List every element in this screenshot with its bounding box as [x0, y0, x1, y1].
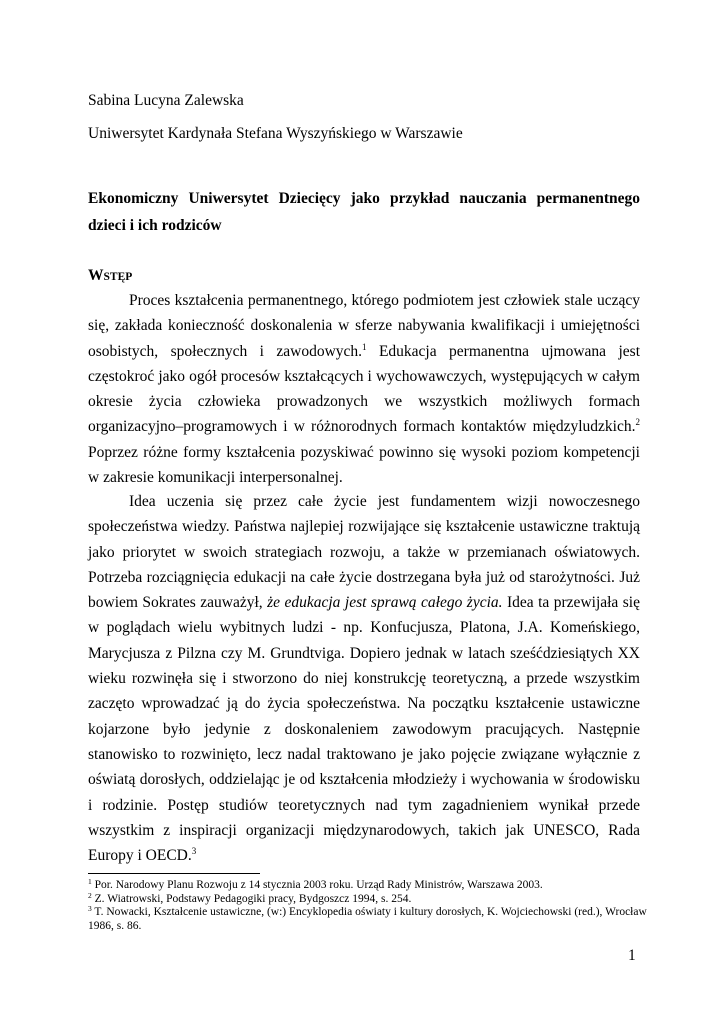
socrates-quote: że edukacja jest sprawą całego życia. [267, 594, 503, 612]
section-heading [88, 267, 132, 285]
footnote-2-text: Z. Wiatrowski, Podstawy Pedagogiki pracy, Bydgoszcz 1994, s. 254. [91, 892, 412, 905]
paper-title: Ekonomiczny Uniwersytet Dziecięcy jako przykład nauczania permanentnego dzieci i ich rodziców [88, 190, 640, 234]
footnote-1-text: Por. Narodowy Planu Rozwoju z 14 stycznia 2003 roku. Urząd Rady Ministrów, Warszawa 2003. [91, 879, 543, 891]
footnote-ref-2: 2 [635, 417, 640, 428]
author-affiliation: Uniwersytet Kardynała Stefana Wyszyńskiego w Warszawie [88, 125, 463, 142]
footnote-3 [88, 906, 648, 933]
footnote-1 [88, 879, 648, 893]
footnote-2 [88, 890, 648, 907]
footnote-ref-1: 1 [362, 341, 367, 352]
footnotes [88, 879, 648, 933]
footnote-3-text: T. Nowacki, Kształcenie ustawiczne, (w:) Encyklopedia oświaty i kultury dorosłych, K. Wojciechowski (red.), Wrocław 1986, s. 86. [88, 906, 647, 932]
author-name: Sabina Lucyna Zalewska [88, 92, 244, 109]
footnote-separator [88, 873, 260, 874]
paragraph-2-text-b: Idea ta przewijała się w poglądach wielu wybitnych ludzi - np. Konfucjusza, Platona, J.A. Komeńskiego, Marycjusza z Pilzna czy M. Grundtviga. Dopiero jednak w latach sześćdziesiątych XX wieku rozwinęła się i stworzono do niej konstrukcję teoretyczną, a przede wszystkim zaczęto wprowadzać ją do życia społeczeństwa. Na początku kształcenie ustawiczne kojarzone było jedynie z doskonaleniem zawodowym pracujących. Następnie stanowisko to rozwinięto, lecz nadal traktowano je jako pojęcie związane wyłącznie z oświatą dorosłych, oddzielając je od kształcenia młodzieży i wychowania w środowisku i rodzinie. Postęp studiów teoretycznych nad tym zagadnieniem wynikał przede wszystkim z inspiracji organizacji międzynarodowych, takich jak UNESCO, Rada Europy i OECD. [88, 594, 640, 865]
footnote-3-number: 3 [88, 904, 92, 914]
paragraph-2-text-a: Idea uczenia się przez całe życie jest fundamentem wizji nowoczesnego społeczeństwa wiedzy. Państwa najlepiej rozwijające się kształcenie ustawiczne traktują jako priorytet w swoich strategiach rozwoju, a także w przemianach oświatowych. Potrzeba rozciągnięcia edukacji na całe życie dostrzegana była już od starożytności. Już bowiem Sokrates zauważył, [88, 493, 640, 612]
paragraph-1 [88, 288, 640, 490]
section-heading-rest: STĘP [103, 271, 133, 283]
paragraph-1-text-b: Edukacja permanentna ujmowana jest częstokroć jako ogół procesów kształcących i wychowawczych, występujących w całym okresie życia człowieka prowadzonych we wszystkich możliwych formach organizacyjno–programowych i w różnorodnych formach kontaktów międzyludzkich. [88, 342, 640, 436]
paragraph-1-text-c: Poprzez różne formy kształcenia pozyskiwać powinno się wysoki poziom kompetencji w zakresie komunikacji interpersonalnej. [88, 443, 640, 487]
paragraph-2 [88, 489, 640, 868]
footnote-1-number: 1 [88, 877, 92, 886]
section-heading-initial: W [88, 267, 104, 284]
footnote-2-number: 2 [88, 890, 92, 900]
paragraph-1-text-a: Proces kształcenia permanentnego, którego podmiotem jest człowiek stale uczący się, zakłada konieczność doskonalenia w sferze nabywania kwalifikacji i umiejętności osobistych, społecznych i zawodowych. [88, 292, 640, 360]
page-number: 1 [628, 947, 636, 964]
footnote-ref-3: 3 [191, 846, 197, 857]
